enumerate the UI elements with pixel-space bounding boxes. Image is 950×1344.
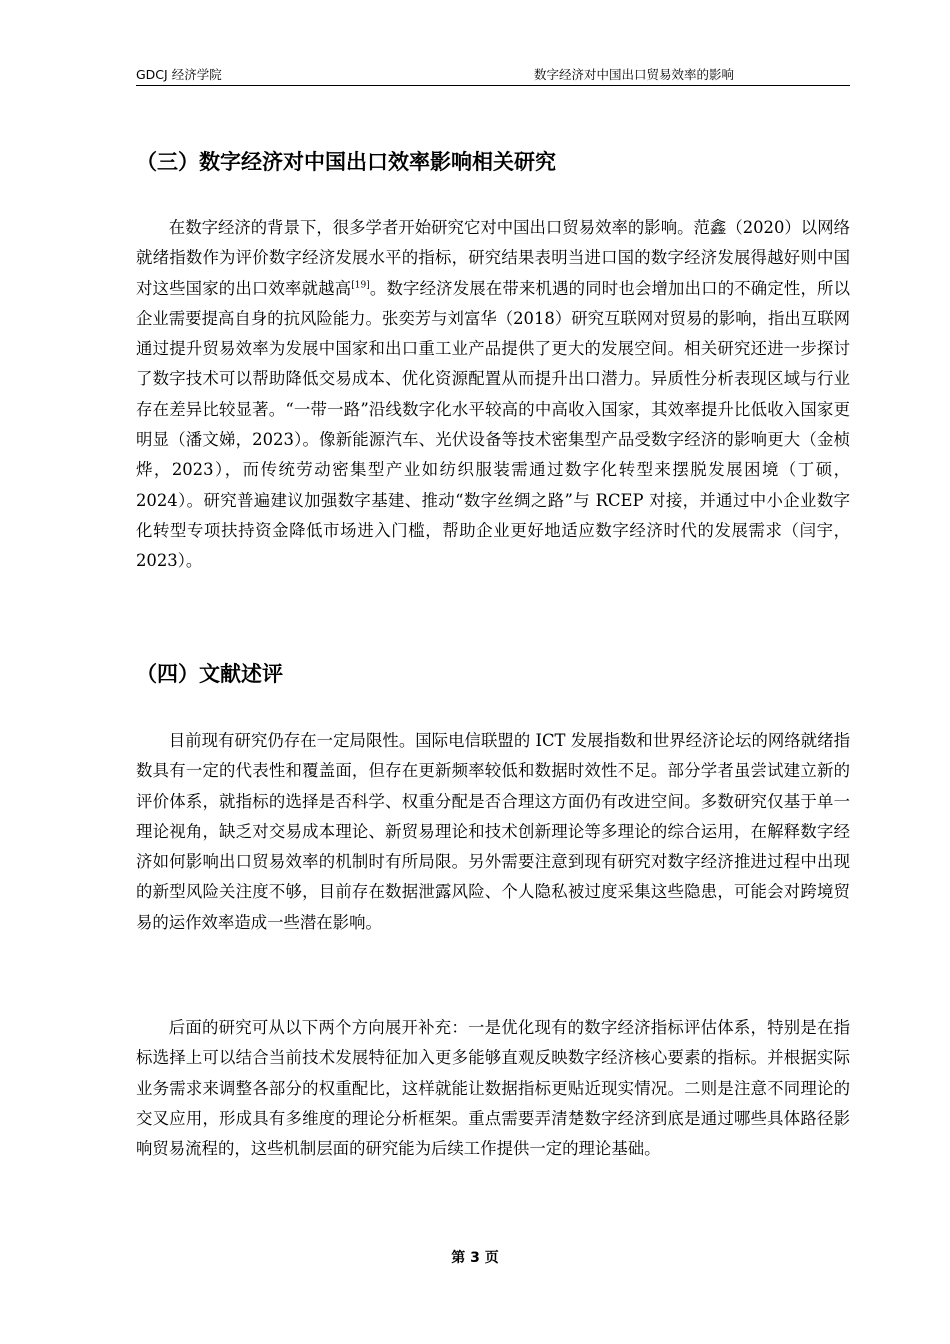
page-number: 第 3 页: [451, 1250, 499, 1266]
citation-reference: [19]: [351, 280, 370, 291]
header-thesis-title: 数字经济对中国出口贸易效率的影响: [533, 67, 734, 82]
paragraph-text-before-citation: 在数字经济的背景下，很多学者开始研究它对中国出口贸易效率的影响。范鑫（2020）以网络就绪指数作为评价数字经济发展水平的指标，研究结果表明当进口国的数字经济发展得越好则中国对这些国家的出口效率就越高: [136, 218, 850, 298]
header-institution: GDCJ 经济学院: [136, 67, 222, 82]
section-4-paragraph-2: 后面的研究可从以下两个方向展开补充：一是优化现有的数字经济指标评估体系，特别是在指标选择上可以结合当前技术发展特征加入更多能够直观反映数字经济核心要素的指标。并根据实际业务需求来调整各部分的权重配比，这样就能让数据指标更贴近现实情况。二则是注意不同理论的交叉应用，形成具有多维度的理论分析框架。重点需要弄清楚数字经济到底是通过哪些具体路径影响贸易流程的，这些机制层面的研究能为后续工作提供一定的理论基础。: [136, 1018, 850, 1159]
page-header: [136, 67, 850, 86]
section-3-paragraph: [136, 213, 850, 577]
section-heading-3: （三）数字经济对中国出口效率影响相关研究: [136, 150, 556, 174]
section-heading-4: （四）文献述评: [136, 662, 283, 686]
paragraph-text-after-citation: 。数字经济发展在带来机遇的同时也会增加出口的不确定性，所以企业需要提高自身的抗风险能力。张奕芳与刘富华（2018）研究互联网对贸易的影响，指出互联网通过提升贸易效率为发展中国家和出口重工业产品提供了更大的发展空间。相关研究还进一步探讨了数字技术可以帮助降低交易成本、优化资源配置从而提升出口潜力。异质性分析表现区域与行业存在差异比较显著。“一带一路”沿线数字化水平较高的中高收入国家，其效率提升比低收入国家更明显（潘文娣，2023）。像新能源汽车、光伏设备等技术密集型产品受数字经济的影响更大（金桢烨，2023），而传统劳动密集型产业如纺织服装需通过数字化转型来摆脱发展困境（丁硕，2024）。研究普遍建议加强数字基建、推动“数字丝绸之路”与 RCEP 对接，并通过中小企业数字化转型专项扶持资金降低市场进入门槛，帮助企业更好地适应数字经济时代的发展需求（闫宇，2023）。: [136, 278, 851, 571]
section-4-paragraph-1: 目前现有研究仍存在一定局限性。国际电信联盟的 ICT 发展指数和世界经济论坛的网络就绪指数具有一定的代表性和覆盖面，但存在更新频率较低和数据时效性不足。部分学者虽尝试建立新的评价体系，就指标的选择是否科学、权重分配是否合理这方面仍有改进空间。多数研究仅基于单一理论视角，缺乏对交易成本理论、新贸易理论和技术创新理论等多理论的综合运用，在解释数字经济如何影响出口贸易效率的机制时有所局限。另外需要注意到现有研究对数字经济推进过程中出现的新型风险关注度不够，目前存在数据泄露风险、个人隐私被过度采集这些隐患，可能会对跨境贸易的运作效率造成一些潜在影响。: [136, 731, 850, 932]
